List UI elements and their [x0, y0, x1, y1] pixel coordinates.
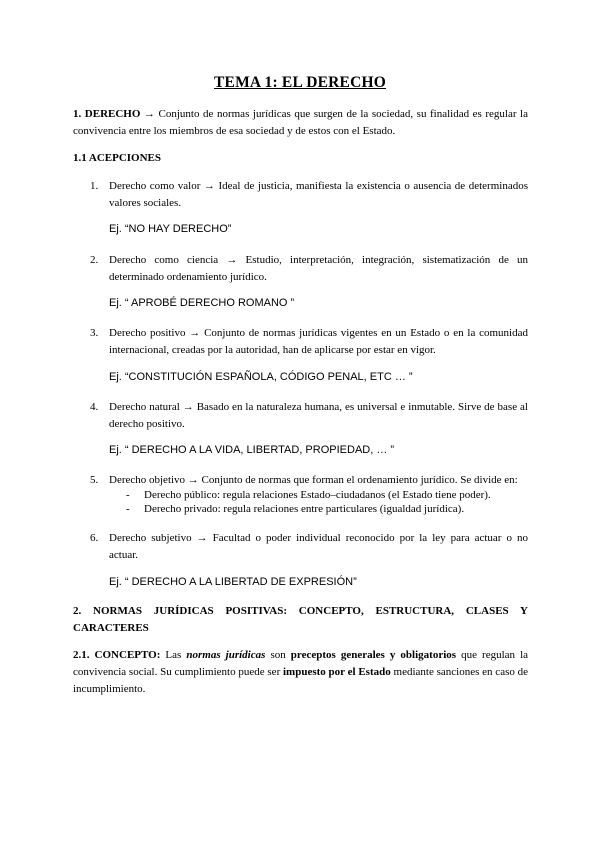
section-2-heading: 2. NORMAS JURÍDICAS POSITIVAS: CONCEPTO, ESTRUCTURA, CLASES Y CARACTERES — [73, 605, 528, 634]
list-item — [90, 472, 528, 489]
section-1-label: 1. DERECHO — [73, 108, 141, 120]
list-item — [90, 252, 528, 286]
list-item-number: 5. — [90, 474, 99, 486]
derecho-definition — [73, 106, 528, 140]
list-item-number: 6. — [90, 532, 99, 544]
list-item — [90, 399, 528, 433]
list-item-example: Ej. “CONSTITUCIÓN ESPAÑOLA, CÓDIGO PENAL, ETC … ” — [109, 371, 413, 383]
list-item-number: 2. — [90, 254, 99, 266]
list-item-example: Ej. “ DERECHO A LA VIDA, LIBERTAD, PROPIEDAD, … ” — [109, 444, 395, 456]
list-item-text: Derecho objetivo → Conjunto de normas que forman el ordenamiento jurídico. Se divide en: — [109, 474, 518, 486]
list-item-text: Derecho positivo → Conjunto de normas jurídicas vigentes en un Estado o en la comunidad internacional, creadas por la autoridad, han de aplicarse por estar en vigor. — [109, 327, 528, 356]
sub-list-item-text: Derecho público: regula relaciones Estado–ciudadanos (el Estado tiene poder). — [144, 489, 491, 501]
list-item-number: 4. — [90, 401, 99, 413]
concepto-paragraph — [73, 647, 528, 698]
concepto-label: 2.1. CONCEPTO: — [73, 649, 161, 661]
list-item-example: Ej. “NO HAY DERECHO” — [109, 223, 232, 235]
page-title: TEMA 1: EL DERECHO — [214, 74, 386, 91]
acepciones-heading: 1.1 ACEPCIONES — [73, 152, 162, 164]
list-item — [90, 325, 528, 359]
preceptos-emphasis: preceptos generales y obligatorios — [290, 649, 457, 661]
sub-list-item-text: Derecho privado: regula relaciones entre particulares (igualdad jurídica). — [144, 503, 465, 515]
dash-bullet: - — [126, 503, 130, 515]
concepto-text: Las — [160, 649, 187, 661]
normas-juridicas-emphasis: normas jurídicas — [186, 649, 266, 661]
concepto-text: mediante sanciones en caso de incumplimiento. — [73, 666, 529, 695]
concepto-text: son — [265, 649, 291, 661]
list-item-example: Ej. “ DERECHO A LA LIBERTAD DE EXPRESIÓN” — [109, 576, 357, 588]
list-item-number: 1. — [90, 180, 99, 192]
list-item — [90, 178, 528, 212]
concepto-text: que regulan la convivencia social. Su cumplimiento puede ser — [73, 649, 529, 678]
list-item-example: Ej. “ APROBÉ DERECHO ROMANO ” — [109, 297, 295, 309]
list-item — [90, 530, 528, 564]
list-item-text: Derecho subjetivo → Facultad o poder individual reconocido por la ley para actuar o no actuar. — [109, 532, 528, 561]
sub-list-item — [126, 502, 526, 517]
list-item-number: 3. — [90, 327, 99, 339]
list-item-text: Derecho natural → Basado en la naturaleza humana, es universal e inmutable. Sirve de base al derecho positivo. — [109, 401, 528, 430]
list-item-text: Derecho como ciencia → Estudio, interpretación, integración, sistematización de un determinado ordenamiento jurídico. — [109, 254, 528, 283]
impuesto-emphasis: impuesto por el Estado — [283, 666, 391, 678]
list-item-text: Derecho como valor → Ideal de justicia, manifiesta la existencia o ausencia de determinados valores sociales. — [109, 180, 528, 209]
dash-bullet: - — [126, 489, 130, 501]
section-1-text: → Conjunto de normas jurídicas que surgen de la sociedad, su finalidad es regular la convivencia entre los miembros de esa sociedad y de estos con el Estado. — [73, 108, 528, 137]
sub-list-item — [126, 488, 526, 503]
